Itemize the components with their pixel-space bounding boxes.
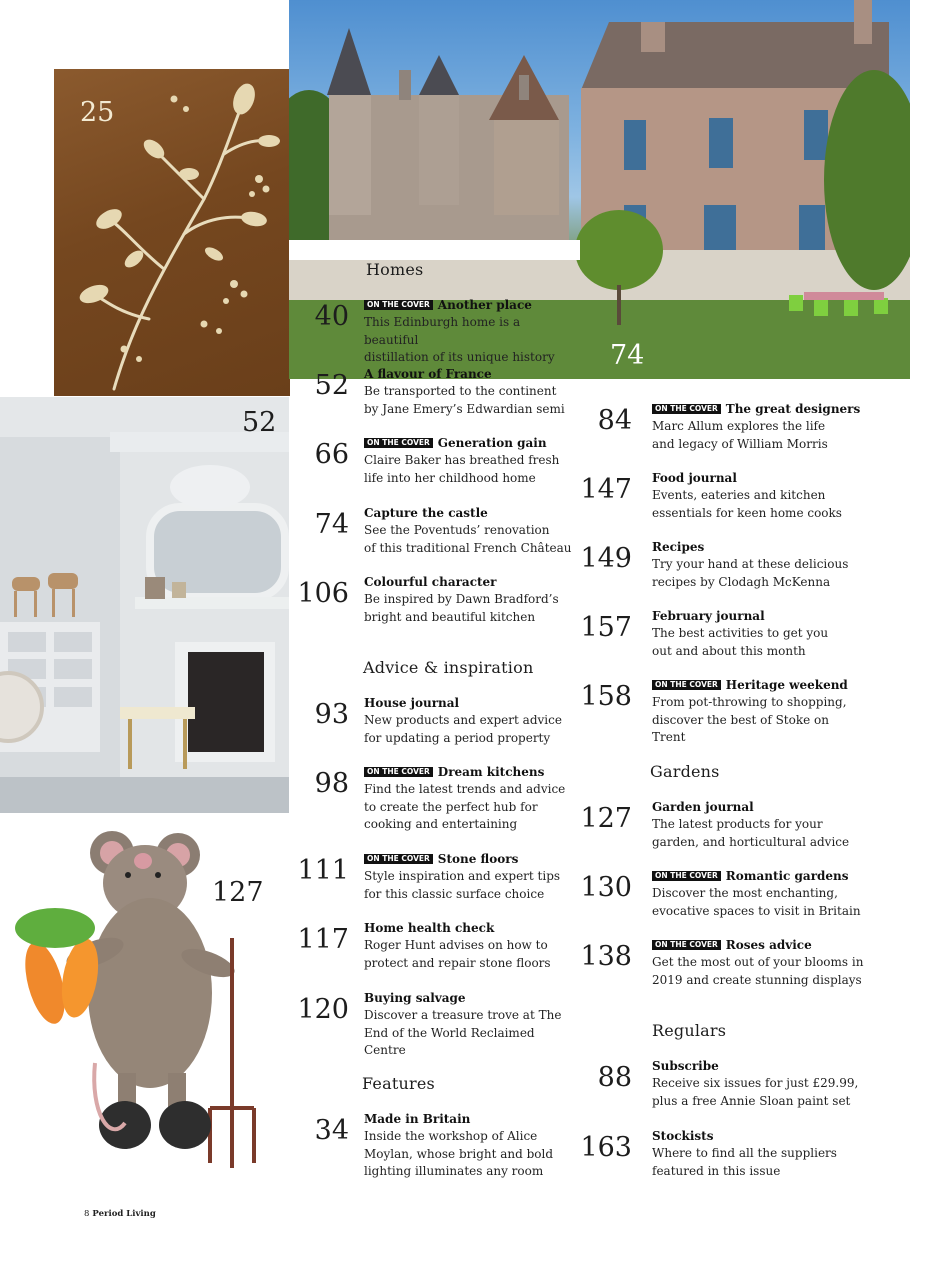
entry-page-number: 88 — [597, 1062, 632, 1093]
entry-title-line — [364, 990, 576, 1007]
entry-title: Recipes — [652, 540, 705, 554]
photo-page-number: 25 — [80, 97, 115, 128]
entry-title-line — [652, 539, 864, 556]
entry-description-line: 2019 and create stunning displays — [652, 972, 862, 987]
entry-page-number: 120 — [297, 994, 349, 1025]
entry-description-line: garden, and horticultural advice — [652, 834, 850, 849]
entry-text — [364, 851, 576, 903]
on-the-cover-badge: ON THE COVER — [364, 767, 433, 777]
entry-title: Dream kitchens — [437, 765, 545, 779]
entry-title: Buying salvage — [364, 991, 466, 1005]
entry-page-number: 66 — [314, 439, 349, 470]
entry-title: House journal — [364, 696, 460, 710]
entry-description-line: evocative spaces to visit in Britain — [652, 903, 861, 918]
section-heading-features: Features — [362, 1074, 435, 1093]
entry-description-line: The best activities to get you — [652, 626, 829, 640]
entry-text — [364, 366, 576, 418]
entry-page-number: 149 — [580, 543, 632, 574]
entry-title-line — [364, 435, 576, 452]
entry-description-line: Marc Allum explores the life — [652, 419, 826, 433]
entry-title: Subscribe — [652, 1059, 719, 1073]
entry-page-number: 34 — [314, 1115, 349, 1146]
entry-title-line — [364, 1111, 576, 1128]
on-the-cover-badge: ON THE COVER — [652, 404, 721, 414]
entry-description-line: This Edinburgh home is a beautiful — [364, 315, 521, 347]
entry-description-line: cooking and entertaining — [364, 817, 518, 831]
entry-description-line: for this classic surface choice — [364, 886, 545, 901]
entry-page-number: 127 — [580, 803, 632, 834]
entry-description-line: Claire Baker has breathed fresh — [364, 453, 560, 467]
entry-title-line — [364, 505, 576, 522]
entry-title-line — [652, 1128, 864, 1145]
entry-text — [652, 539, 864, 591]
entry-title-line — [364, 851, 576, 868]
entry-text — [652, 799, 864, 851]
entry-description-line: bright and beautiful kitchen — [364, 609, 536, 624]
entry-description-line: to create the perfect hub for — [364, 799, 538, 814]
entry-page-number: 106 — [297, 578, 349, 609]
photo-page-number: 52 — [242, 407, 277, 438]
entry-title: The great designers — [725, 402, 861, 416]
entry-description-line: Moylan, whose bright and bold — [364, 1146, 554, 1161]
entry-text — [652, 470, 864, 522]
entry-page-number: 138 — [580, 941, 632, 972]
botanical-print-photo — [54, 69, 290, 396]
on-the-cover-badge: ON THE COVER — [652, 940, 721, 950]
entry-description-line: Be transported to the continent — [364, 384, 557, 398]
entry-title: Stone floors — [437, 852, 519, 866]
entry-text — [364, 990, 576, 1060]
photo-page-number: 74 — [610, 340, 645, 371]
entry-page-number: 157 — [580, 612, 632, 643]
entry-title: Generation gain — [437, 436, 547, 450]
text-panel — [289, 240, 580, 260]
entry-text — [652, 1058, 864, 1110]
entry-description-line: of this traditional French Château — [364, 540, 572, 555]
entry-text — [364, 920, 576, 972]
entry-title: Stockists — [652, 1129, 714, 1143]
entry-description-line: and legacy of William Morris — [652, 436, 828, 451]
footer-magazine-name: Period Living — [92, 1209, 156, 1219]
entry-page-number: 52 — [314, 370, 349, 401]
entry-text — [364, 695, 576, 747]
entry-title-line — [652, 937, 864, 954]
entry-page-number: 93 — [314, 699, 349, 730]
entry-page-number: 130 — [580, 872, 632, 903]
entry-page-number: 40 — [314, 301, 349, 332]
entry-page-number: 74 — [314, 509, 349, 540]
entry-description-line: life into her childhood home — [364, 470, 536, 485]
section-heading-advice: Advice & inspiration — [363, 658, 534, 677]
entry-title-line — [652, 401, 864, 418]
entry-text — [364, 505, 576, 557]
entry-page-number: 147 — [580, 474, 632, 505]
entry-description-line: Receive six issues for just £29.99, — [652, 1076, 859, 1090]
entry-title-line — [364, 695, 576, 712]
entry-title-line — [364, 920, 576, 937]
entry-description-line: Roger Hunt advises on how to — [364, 938, 548, 952]
entry-page-number: 84 — [597, 405, 632, 436]
entry-description-line: distillation of its unique history — [364, 350, 555, 364]
entry-title: Food journal — [652, 471, 737, 485]
entry-description-line: End of the World Reclaimed Centre — [364, 1025, 535, 1057]
entry-description-line: featured in this issue — [652, 1163, 781, 1178]
entry-description-line: Find the latest trends and advice — [364, 782, 566, 796]
entry-description-line: lighting illuminates any room — [364, 1164, 544, 1178]
entry-title: Garden journal — [652, 800, 754, 814]
entry-title: Romantic gardens — [725, 869, 849, 883]
entry-description-line: discover the best of Stoke on Trent — [652, 712, 829, 744]
entry-title: Home health check — [364, 921, 495, 935]
section-heading-homes: Homes — [366, 260, 424, 279]
entry-description-line: Discover a treasure trove at The — [364, 1008, 562, 1022]
entry-description-line: recipes by Clodagh McKenna — [652, 574, 831, 589]
entry-text — [364, 1111, 576, 1181]
entry-text — [652, 677, 864, 747]
entry-text — [652, 401, 864, 453]
entry-description-line: Get the most out of your blooms in — [652, 955, 864, 969]
fireplace-room-photo — [0, 397, 289, 813]
entry-text — [652, 937, 864, 989]
entry-text — [652, 1128, 864, 1180]
entry-page-number: 117 — [297, 924, 349, 955]
entry-description-line: for updating a period property — [364, 730, 551, 745]
entry-text — [364, 764, 576, 834]
entry-title-line — [652, 677, 864, 694]
entry-title-line — [652, 1058, 864, 1075]
entry-description-line: The latest products for your — [652, 817, 823, 831]
entry-description-line: New products and expert advice — [364, 713, 562, 727]
entry-title-line — [652, 868, 864, 885]
entry-title: Made in Britain — [364, 1112, 471, 1126]
entry-description-line: Try your hand at these delicious — [652, 557, 849, 571]
entry-title: Heritage weekend — [725, 678, 848, 692]
entry-title-line — [364, 366, 576, 383]
entry-description-line: See the Poventuds’ renovation — [364, 523, 550, 537]
entry-title: Another place — [437, 298, 532, 312]
entry-page-number: 158 — [580, 681, 632, 712]
entry-title: Colourful character — [364, 575, 497, 589]
entry-text — [364, 297, 576, 367]
entry-description-line: Inside the workshop of Alice — [364, 1129, 538, 1143]
entry-title-line — [364, 297, 576, 314]
page-footer — [84, 1209, 156, 1219]
fireplace-illustration — [0, 397, 289, 813]
on-the-cover-badge: ON THE COVER — [652, 680, 721, 690]
felt-mouse-illustration — [0, 813, 289, 1193]
on-the-cover-badge: ON THE COVER — [364, 300, 433, 310]
entry-description-line: out and about this month — [652, 643, 806, 658]
entry-title-line — [652, 799, 864, 816]
entry-description-line: Discover the most enchanting, — [652, 886, 838, 900]
entry-title-line — [652, 608, 864, 625]
on-the-cover-badge: ON THE COVER — [364, 854, 433, 864]
entry-title: February journal — [652, 609, 765, 623]
entry-description-line: essentials for keen home cooks — [652, 505, 842, 520]
entry-text — [652, 868, 864, 920]
entry-description-line: Style inspiration and expert tips — [364, 869, 561, 883]
entry-page-number: 111 — [297, 855, 349, 886]
entry-description-line: protect and repair stone floors — [364, 955, 551, 970]
entry-description-line: From pot-throwing to shopping, — [652, 695, 847, 709]
entry-page-number: 163 — [580, 1132, 632, 1163]
entry-description-line: Events, eateries and kitchen — [652, 488, 826, 502]
entry-description-line: Where to find all the suppliers — [652, 1146, 837, 1160]
entry-title-line — [364, 574, 576, 591]
on-the-cover-badge: ON THE COVER — [652, 871, 721, 881]
entry-text — [652, 608, 864, 660]
entry-title: Capture the castle — [364, 506, 488, 520]
entry-text — [364, 574, 576, 626]
footer-page-number: 8 — [84, 1209, 90, 1219]
entry-description-line: by Jane Emery’s Edwardian semi — [364, 401, 565, 416]
entry-text — [364, 435, 576, 487]
felt-mouse-photo — [0, 813, 289, 1193]
section-heading-gardens: Gardens — [650, 762, 720, 781]
photo-page-number: 127 — [212, 877, 264, 908]
on-the-cover-badge: ON THE COVER — [364, 438, 433, 448]
entry-page-number: 98 — [314, 768, 349, 799]
entry-title-line — [652, 470, 864, 487]
entry-description-line: Be inspired by Dawn Bradford’s — [364, 592, 559, 606]
section-heading-regulars: Regulars — [652, 1021, 727, 1040]
entry-title-line — [364, 764, 576, 781]
entry-description-line: plus a free Annie Sloan paint set — [652, 1093, 851, 1108]
entry-title: A flavour of France — [364, 367, 492, 381]
entry-title: Roses advice — [725, 938, 812, 952]
